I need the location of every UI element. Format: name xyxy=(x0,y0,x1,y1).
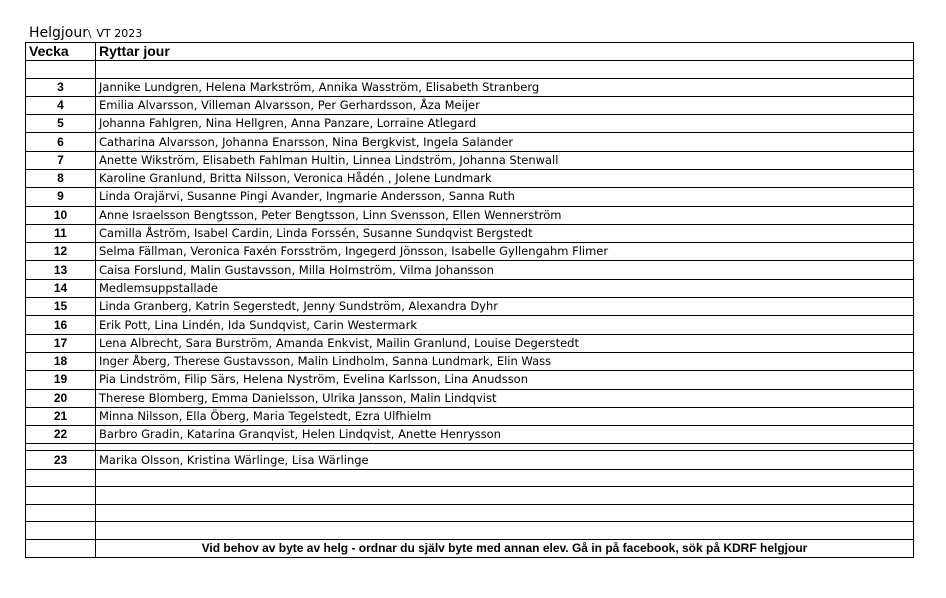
week-cell: 3 xyxy=(26,78,96,96)
riders-cell: Inger Åberg, Therese Gustavsson, Malin Lindholm, Sanna Lundmark, Elin Wass xyxy=(96,352,914,370)
riders-cell: Marika Olsson, Kristina Wärlinge, Lisa Wärlinge xyxy=(96,451,914,469)
week-cell: 9 xyxy=(26,188,96,206)
riders-cell: Johanna Fahlgren, Nina Hellgren, Anna Panzare, Lorraine Atlegard xyxy=(96,115,914,133)
table-row xyxy=(26,426,914,444)
table-row xyxy=(26,261,914,279)
table-row xyxy=(26,169,914,187)
riders-cell: Selma Fällman, Veronica Faxén Forsström, Ingegerd Jönsson, Isabelle Gyllengahm Flimer xyxy=(96,243,914,261)
riders-cell: Medlemsuppstallade xyxy=(96,279,914,297)
riders-cell: Lena Albrecht, Sara Burström, Amanda Enkvist, Mailin Granlund, Louise Degerstedt xyxy=(96,334,914,352)
footer-note-row xyxy=(26,539,914,557)
riders-cell: Therese Blomberg, Emma Danielsson, Ulrika Jansson, Malin Lindqvist xyxy=(96,389,914,407)
riders-cell: Emilia Alvarsson, Villeman Alvarsson, Per Gerhardsson, Åza Meijer xyxy=(96,96,914,114)
footer-note: Vid behov av byte av helg - ordnar du själv byte med annan elev. Gå in på facebook, sök på KDRF helgjour xyxy=(96,539,914,557)
table-row xyxy=(26,78,914,96)
week-cell: 8 xyxy=(26,169,96,187)
riders-cell: Barbro Gradin, Katarina Granqvist, Helen Lindqvist, Anette Henrysson xyxy=(96,426,914,444)
riders-cell: Karoline Granlund, Britta Nilsson, Veronica Hådén , Jolene Lundmark xyxy=(96,169,914,187)
table-row xyxy=(26,243,914,261)
table-row xyxy=(26,371,914,389)
table-row xyxy=(26,298,914,316)
week-cell: 14 xyxy=(26,279,96,297)
week-cell: 18 xyxy=(26,352,96,370)
table-row xyxy=(26,279,914,297)
table-row xyxy=(26,133,914,151)
riders-cell: Catharina Alvarsson, Johanna Enarsson, Nina Bergkvist, Ingela Salander xyxy=(96,133,914,151)
week-cell: 21 xyxy=(26,407,96,425)
title-main: Helgjour xyxy=(29,25,89,41)
week-cell: 5 xyxy=(26,115,96,133)
empty-row xyxy=(26,487,914,505)
week-cell: 10 xyxy=(26,206,96,224)
week-cell: 19 xyxy=(26,371,96,389)
empty-row xyxy=(26,469,914,487)
week-cell: 22 xyxy=(26,426,96,444)
riders-cell: Erik Pott, Lina Lindén, Ida Sundqvist, Carin Westermark xyxy=(96,316,914,334)
empty-row xyxy=(26,444,914,451)
riders-cell: Linda Granberg, Katrin Segerstedt, Jenny Sundström, Alexandra Dyhr xyxy=(96,298,914,316)
table-row xyxy=(26,96,914,114)
week-cell: 16 xyxy=(26,316,96,334)
week-cell: 12 xyxy=(26,243,96,261)
riders-cell: Jannike Lundgren, Helena Markström, Annika Wasström, Elisabeth Stranberg xyxy=(96,78,914,96)
empty-row xyxy=(26,522,914,540)
week-cell: 7 xyxy=(26,151,96,169)
riders-cell: Pia Lindström, Filip Särs, Helena Nyström, Evelina Karlsson, Lina Anudsson xyxy=(96,371,914,389)
table-row xyxy=(26,206,914,224)
week-cell: 15 xyxy=(26,298,96,316)
schedule-table xyxy=(25,42,914,558)
riders-cell: Anne Israelsson Bengtsson, Peter Bengtsson, Linn Svensson, Ellen Wennerström xyxy=(96,206,914,224)
empty-row xyxy=(26,61,914,79)
riders-cell: Camilla Åström, Isabel Cardin, Linda Forssén, Susanne Sundqvist Bergstedt xyxy=(96,224,914,242)
table-row xyxy=(26,188,914,206)
riders-cell: Linda Orajärvi, Susanne Pingi Avander, Ingmarie Andersson, Sanna Ruth xyxy=(96,188,914,206)
table-row xyxy=(26,451,914,469)
table-row xyxy=(26,407,914,425)
table-row xyxy=(26,389,914,407)
table-row xyxy=(26,151,914,169)
riders-cell: Anette Wikström, Elisabeth Fahlman Hultin, Linnea Lindström, Johanna Stenwall xyxy=(96,151,914,169)
week-cell: 6 xyxy=(26,133,96,151)
document-title xyxy=(29,22,142,42)
week-cell: 23 xyxy=(26,451,96,469)
riders-cell: Minna Nilsson, Ella Öberg, Maria Tegelstedt, Ezra Ulfhielm xyxy=(96,407,914,425)
title-separator: \ xyxy=(88,29,92,40)
column-header-riders: Ryttar jour xyxy=(96,43,914,61)
empty-row xyxy=(26,504,914,522)
header-row xyxy=(26,43,914,61)
table-row xyxy=(26,352,914,370)
week-cell: 11 xyxy=(26,224,96,242)
week-cell: 17 xyxy=(26,334,96,352)
riders-cell: Caisa Forslund, Malin Gustavsson, Milla Holmström, Vilma Johansson xyxy=(96,261,914,279)
week-cell: 13 xyxy=(26,261,96,279)
table-row xyxy=(26,224,914,242)
week-cell: 4 xyxy=(26,96,96,114)
table-row xyxy=(26,316,914,334)
title-period: VT 2023 xyxy=(96,27,143,40)
column-header-week: Vecka xyxy=(26,43,96,61)
week-cell: 20 xyxy=(26,389,96,407)
table-row xyxy=(26,115,914,133)
table-row xyxy=(26,334,914,352)
